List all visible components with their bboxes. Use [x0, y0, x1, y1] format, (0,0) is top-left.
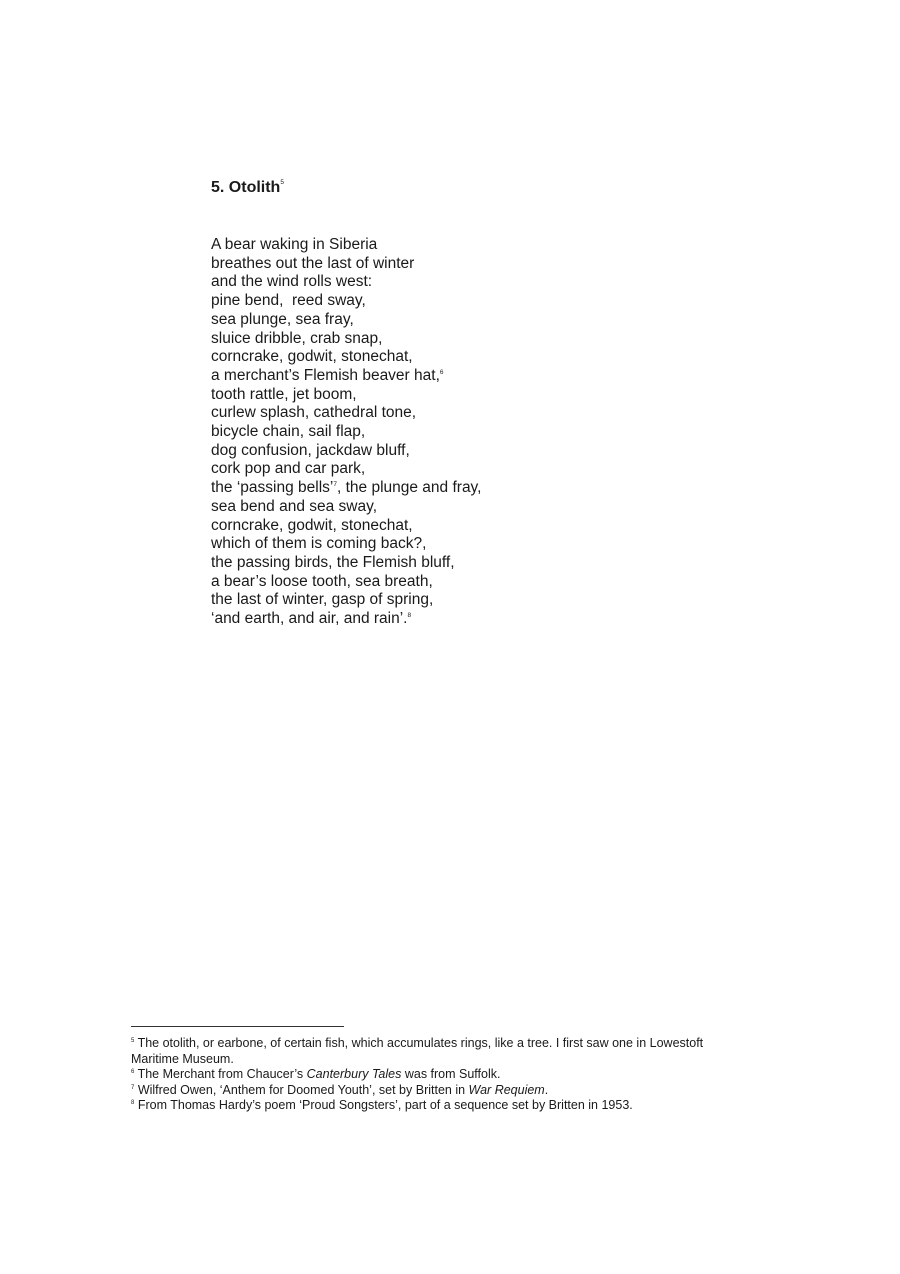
- footnote-italic-title: Canterbury Tales: [306, 1067, 402, 1081]
- footnote-text: The Merchant from Chaucer’s: [134, 1067, 307, 1081]
- poem-line: A bear waking in Siberia: [211, 236, 378, 253]
- footnote-7: [131, 1083, 751, 1099]
- poem-line: and the wind rolls west:: [211, 273, 373, 291]
- footnote-8: [131, 1098, 751, 1114]
- footnote-text: From Thomas Hardy’s poem ‘Proud Songsters’, part of a sequence set by Britten in 1953.: [134, 1098, 633, 1112]
- poem-line-text: ‘and earth, and air, and rain’.: [211, 610, 408, 628]
- poem-line: corncrake, godwit, stonechat,: [211, 348, 413, 366]
- poem-body: [211, 236, 481, 629]
- poem-line: bicycle chain, sail flap,: [211, 423, 366, 441]
- poem-line: the passing birds, the Flemish bluff,: [211, 553, 455, 571]
- footnote-text: Wilfred Owen, ‘Anthem for Doomed Youth’, set by Britten in: [134, 1082, 469, 1097]
- poem-line-with-ref: [211, 367, 481, 386]
- poem-line-text: a merchant’s Flemish beaver hat,: [211, 366, 440, 384]
- footnote-ref-5: 5: [280, 179, 284, 186]
- footnote-6: [131, 1067, 751, 1083]
- footnote-ref-6: 6: [439, 368, 444, 376]
- poem-line: corncrake, godwit, stonechat,: [211, 516, 413, 534]
- poem-line-text: the ‘passing bells’: [211, 479, 334, 497]
- poem-line: curlew splash, cathedral tone,: [211, 404, 417, 422]
- footnote-text: The otolith, or earbone, of certain fish, which accumulates rings, like a tree. I first saw one in Lowestoft Maritime Museum.: [131, 1036, 704, 1066]
- footnote-text: was from Suffolk.: [401, 1067, 501, 1081]
- poem-line: sea plunge, sea fray,: [211, 310, 354, 328]
- footnote-5: [131, 1036, 751, 1067]
- poem-title: [211, 178, 284, 198]
- footnote-number: 7: [131, 1084, 135, 1091]
- poem-line: breathes out the last of winter: [211, 254, 415, 272]
- poem-line: which of them is coming back?,: [211, 535, 427, 553]
- poem-line: the last of winter, gasp of spring,: [211, 591, 434, 609]
- footnote-number: 8: [131, 1100, 135, 1106]
- poem-line-with-ref: [211, 610, 481, 629]
- poem-line: tooth rattle, jet boom,: [211, 385, 357, 403]
- footnote-text: .: [544, 1082, 549, 1097]
- poem-line: sea bend and sea sway,: [211, 497, 378, 515]
- footnote-divider: [131, 1026, 344, 1027]
- poem-line-with-ref: [211, 479, 481, 498]
- poem-line: cork pop and car park,: [211, 460, 366, 478]
- footnote-number: 6: [131, 1069, 135, 1075]
- footnote-ref-8: 8: [407, 612, 412, 620]
- poem-line-tail: , the plunge and fray,: [336, 479, 482, 497]
- footnote-italic-title: War Requiem: [468, 1082, 545, 1097]
- footnotes: [131, 1036, 751, 1114]
- footnote-ref-7: 7: [333, 481, 337, 489]
- poem-line: a bear’s loose tooth, sea breath,: [211, 572, 433, 590]
- poem-title-text: 5. Otolith: [211, 179, 281, 196]
- poem-line: dog confusion, jackdaw bluff,: [211, 441, 410, 459]
- footnote-number: 5: [131, 1038, 135, 1044]
- poem-line: pine bend, reed sway,: [211, 292, 366, 310]
- poem-line: sluice dribble, crab snap,: [211, 329, 383, 347]
